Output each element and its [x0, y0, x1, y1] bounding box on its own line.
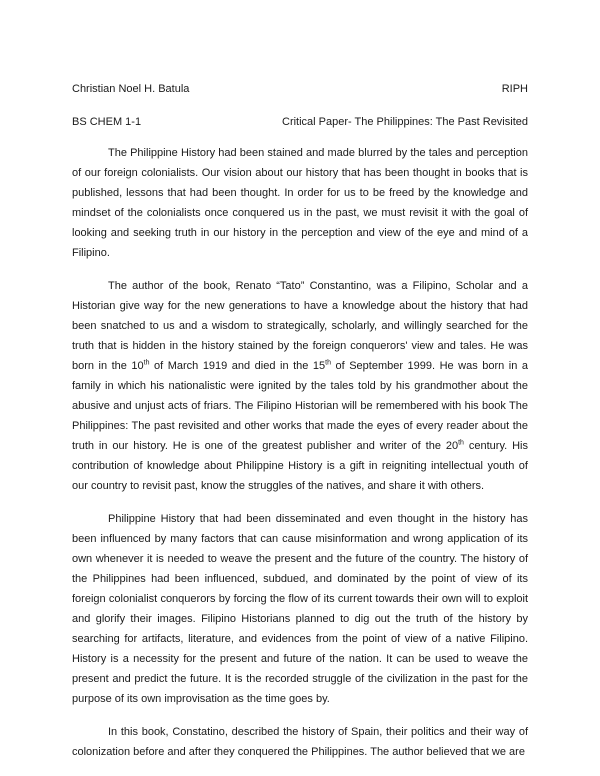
body-text — [72, 143, 528, 775]
section-label: BS CHEM 1-1 — [72, 116, 142, 128]
header-row-2 — [72, 115, 528, 129]
paragraph-4: In this book, Constatino, described the history of Spain, their politics and their way of colonization before and after they conquered the Philippines. The author believed that we are — [72, 726, 528, 758]
ordinal-suffix: th — [325, 359, 331, 367]
author-name: Christian Noel H. Batula — [72, 83, 190, 95]
paper-title: Critical Paper- The Philippines: The Past Revisited — [282, 116, 528, 128]
paragraph-2-part-2: of March 1919 and died in the 15 — [149, 360, 326, 372]
paragraph-2-part-4: century. His contribution of knowledge about Philippine History is a gift in reigniting intellectual youth of our country to revisit past, know the struggles of the natives, and share it with others. — [72, 440, 528, 492]
paragraph-3: Philippine History that had been disseminated and even thought in the history has been influenced by many factors that can cause misinformation and wrong application of its own whenever it is needed to weave the present and the future of the country. The history of the Philippines had been influenced, subdued, and dominated by the point of view of its foreign colonialist conquerors by forcing the flow of its current towards their own will to exploit and glorify their images. Filipino Historians planned to dig out the truth of the history by searching for artifacts, literature, and evidences from the point of view of a native Filipino. History is a necessity for the present and future of the nation. It can be used to weave the present and predict the future. It is the recorded struggle of the civilization in the past for the purpose of its own improvisation as the time goes by. — [72, 513, 528, 705]
paragraph-2-part-1: The author of the book, Renato “Tato” Constantino, was a Filipino, Scholar and a Historian give way for the new generations to have a knowledge about the history that had been snatched to us and a wisdom to strategically, scholarly, and willingly searched for the truth that is hidden in the history stained by the foreign conquerors' view and tales. He was born in the 10 — [72, 280, 528, 372]
ordinal-suffix: th — [143, 359, 150, 367]
ordinal-suffix: th — [458, 439, 464, 447]
course-code: RIPH — [501, 83, 528, 95]
paragraph-1: The Philippine History had been stained and made blurred by the tales and perception of our foreign colonialists. Our vision about our history that has been thought in books that is published, lessons that had been thought. In order for us to be freed by the knowledge and mindset of the colonialists once conquered us in the past, we must revisit it with the goal of looking and seeking truth in our history in the perception and view of the eye and mind of a Filipino. — [72, 147, 528, 259]
paragraph-2-part-3: of September 1999. He was born in a family in which his nationalistic were ignited by the tales told by his grandmother about the abusive and unjust acts of friars. The Filipino Historian will be remembered with his book The Philippines: The past revisited and other works that made the eyes of every reader about the truth in our history. He is one of the greatest publisher and writer of the 20 — [72, 360, 528, 452]
header-row-1 — [72, 82, 528, 96]
paragraph-2 — [72, 276, 528, 496]
